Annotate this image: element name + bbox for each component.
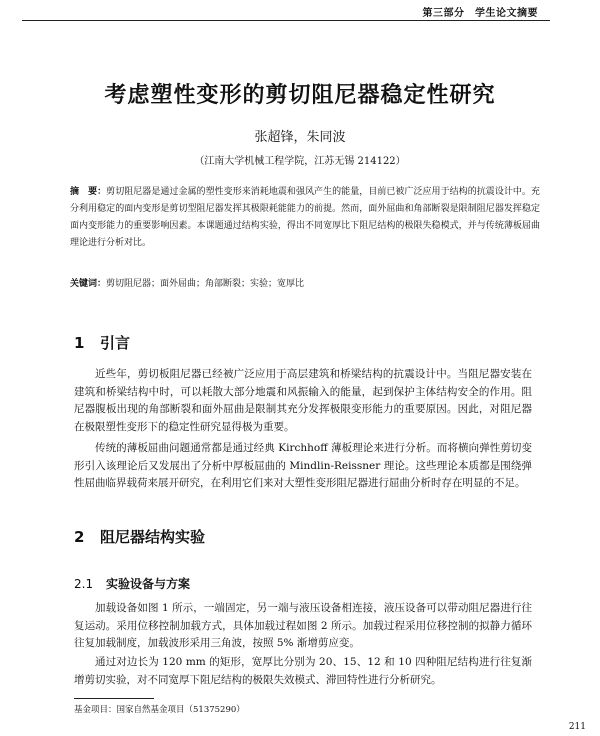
- section-number: 1: [74, 334, 85, 352]
- header-rule: [22, 20, 550, 21]
- authors: 张超锋，朱同波: [254, 130, 346, 145]
- keywords-text: 剪切阻尼器；面外屈曲；角部断裂；实验；宽厚比: [106, 279, 305, 289]
- subsection-title: 实验设备与方案: [106, 577, 191, 591]
- keywords-label: 关键词：: [70, 279, 107, 289]
- section-heading-1: [74, 332, 130, 353]
- affiliation: （江南大学机械工程学院，江苏无锡 214122）: [194, 156, 406, 167]
- section-title: 阻尼器结构实验: [100, 528, 206, 546]
- section-heading-2: [74, 526, 205, 547]
- abstract: [70, 184, 540, 252]
- running-header: [0, 0, 600, 22]
- section-title: 引言: [100, 334, 131, 352]
- paragraph-1: 近些年，剪切板阻尼器已经被广泛应用于高层建筑和桥梁结构的抗震设计中。当阻尼器安装在建筑和桥梁结构中时，可以耗散大部分地震和风振输入的能量，起到保护主体结构安全的作用。阻尼器腹板出现的角部断裂和面外屈曲是限制其充分发挥极限变形能力的重要原因。因此，对阻尼器在极限塑性变形下的稳定性研究显得极为重要。: [74, 368, 532, 433]
- paragraph-2: 传统的薄板屈曲问题通常都是通过经典 Kirchhoff 薄板理论来进行分析。而将横向弹性剪切变形引入该理论后又发展出了分析中厚板屈曲的 Mindlin-Reissner 理论。这些理论本质都是围绕弹性屈曲临界载荷来展开研究，在利用它们来对大塑性变形阻尼器进行屈曲分析时存在明显的不足。: [74, 442, 532, 489]
- running-title: 第三部分 学生论文摘要: [422, 8, 538, 19]
- abstract-text: 剪切阻尼器是通过金属的塑性变形来消耗地震和强风产生的能量，目前已被广泛应用于结构的抗震设计中。充分利用稳定的面内变形是剪切型阻尼器发挥其极限耗能能力的前提。然而，面外屈曲和角部断裂是限制阻尼器发挥稳定面内变形能力的重要影响因素。本课题通过结构实验，得出不同宽厚比下阻尼结构的极限失稳模式，并与传统薄板屈曲理论进行分析对比。: [70, 187, 540, 248]
- footnote-rule: [74, 698, 154, 699]
- page-number: 211: [568, 722, 586, 732]
- footnote: 基金项目：国家自然基金项目（51375290）: [74, 705, 245, 715]
- keywords: [70, 276, 540, 293]
- paragraph-3: 加载设备如图 1 所示，一端固定，另一端与液压设备相连接，液压设备可以带动阻尼器进行往复运动。采用位移控制加载方式，具体加载过程如图 2 所示。加载过程采用位移控制的拟静力循环往复加载制度，加载波形采用三角波，按照 5% 渐增剪应变。: [74, 602, 532, 649]
- subsection-heading-2-1: [74, 575, 190, 592]
- subsection-number: 2.1: [74, 577, 94, 591]
- abstract-label: 摘 要：: [70, 187, 107, 197]
- section-number: 2: [74, 528, 85, 546]
- paper-title: 考虑塑性变形的剪切阻尼器稳定性研究: [104, 82, 496, 108]
- paragraph-4: 通过对边长为 120 mm 的矩形，宽厚比分别为 20、15、12 和 10 四种阻尼结构进行往复渐增剪切实验，对不同宽厚下阻尼结构的极限失效模式、滞回特性进行分析研究。: [74, 656, 532, 686]
